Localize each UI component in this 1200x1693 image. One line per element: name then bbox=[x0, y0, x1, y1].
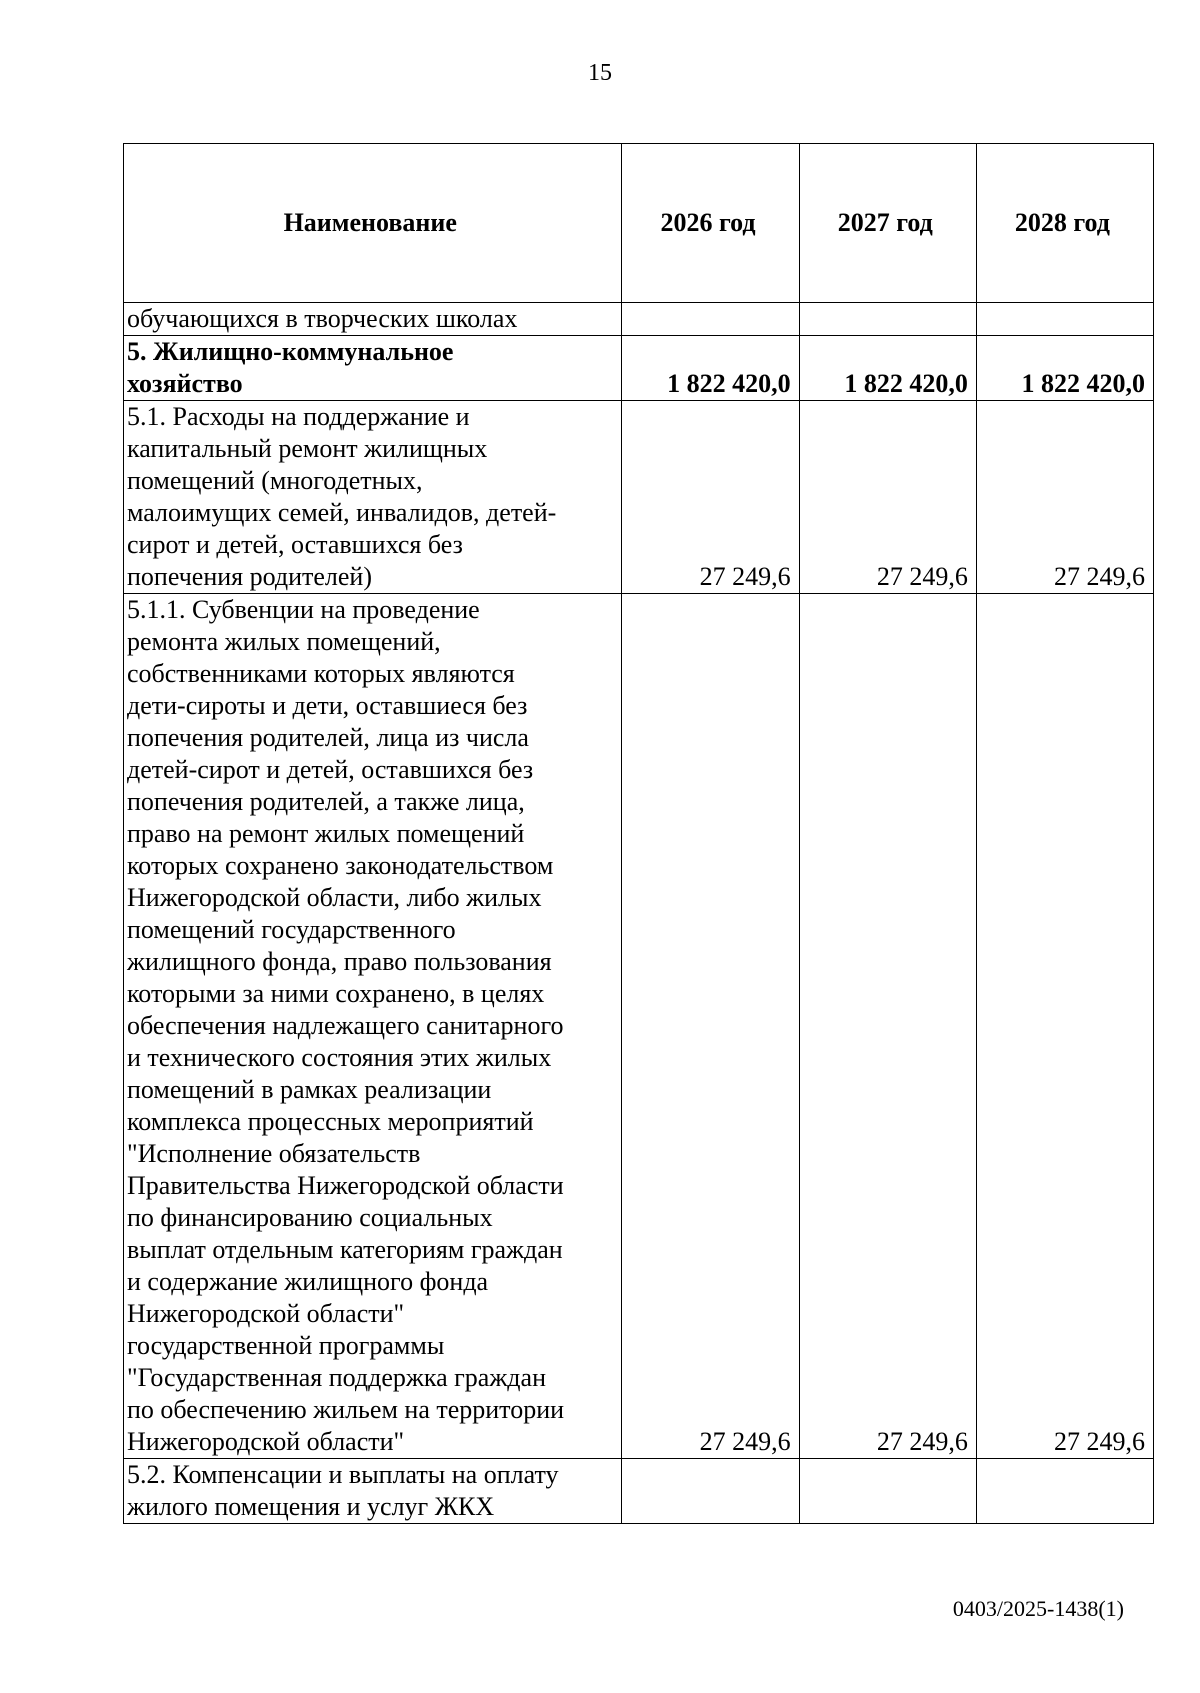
page-number: 15 bbox=[588, 60, 612, 86]
document-code: 0403/2025-1438(1) bbox=[952, 1596, 1124, 1621]
table-row bbox=[124, 401, 1154, 594]
row-value-2027: 27 249,6 bbox=[799, 594, 976, 1459]
table-row bbox=[124, 1459, 1154, 1524]
row-value-2028: 27 249,6 bbox=[976, 401, 1153, 594]
budget-table bbox=[123, 143, 1154, 1524]
row-name: обучающихся в творческих школах bbox=[124, 303, 622, 336]
row-value-2028 bbox=[976, 1459, 1153, 1524]
row-value-2027: 1 822 420,0 bbox=[799, 336, 976, 401]
table-header-row bbox=[124, 144, 1154, 303]
table-row bbox=[124, 303, 1154, 336]
row-value-2026: 27 249,6 bbox=[622, 594, 799, 1459]
table-row-section-total bbox=[124, 336, 1154, 401]
row-name: 5. Жилищно-коммунальное хозяйство bbox=[124, 336, 622, 401]
header-2026: 2026 год bbox=[622, 144, 799, 303]
header-name: Наименование bbox=[124, 144, 622, 303]
row-name: 5.2. Компенсации и выплаты на оплату жилого помещения и услуг ЖКХ bbox=[124, 1459, 622, 1524]
row-value-2027: 27 249,6 bbox=[799, 401, 976, 594]
row-value-2027 bbox=[799, 1459, 976, 1524]
row-value-2026: 1 822 420,0 bbox=[622, 336, 799, 401]
row-name: 5.1.1. Субвенции на проведение ремонта жилых помещений, собственниками которых являются дети-сироты и дети, оставшиеся без попечения родителей, лица из числа детей-сирот и детей, оставшихся без попечения родителей, а также лица, право на ремонт жилых помещений которых сохранено законодательством Нижегородской области, либо жилых помещений государственного жилищного фонда, право пользования которыми за ними сохранено, в целях обеспечения надлежащего санитарного и технического состояния этих жилых помещений в рамках реализации комплекса процессных мероприятий "Исполнение обязательств Правительства Нижегородской области по финансированию социальных выплат отдельным категориям граждан и содержание жилищного фонда Нижегородской области" государственной программы "Государственная поддержка граждан по обеспечению жильем на территории Нижегородской области" bbox=[124, 594, 622, 1459]
row-value-2026 bbox=[622, 303, 799, 336]
header-2027: 2027 год bbox=[799, 144, 976, 303]
row-value-2028: 27 249,6 bbox=[976, 594, 1153, 1459]
row-value-2026 bbox=[622, 1459, 799, 1524]
row-value-2028: 1 822 420,0 bbox=[976, 336, 1153, 401]
header-2028: 2028 год bbox=[976, 144, 1153, 303]
table-row bbox=[124, 594, 1154, 1459]
row-name: 5.1. Расходы на поддержание и капитальный ремонт жилищных помещений (многодетных, малоимущих семей, инвалидов, детей- сирот и детей, оставшихся без попечения родителей) bbox=[124, 401, 622, 594]
row-value-2026: 27 249,6 bbox=[622, 401, 799, 594]
row-value-2028 bbox=[976, 303, 1153, 336]
row-value-2027 bbox=[799, 303, 976, 336]
